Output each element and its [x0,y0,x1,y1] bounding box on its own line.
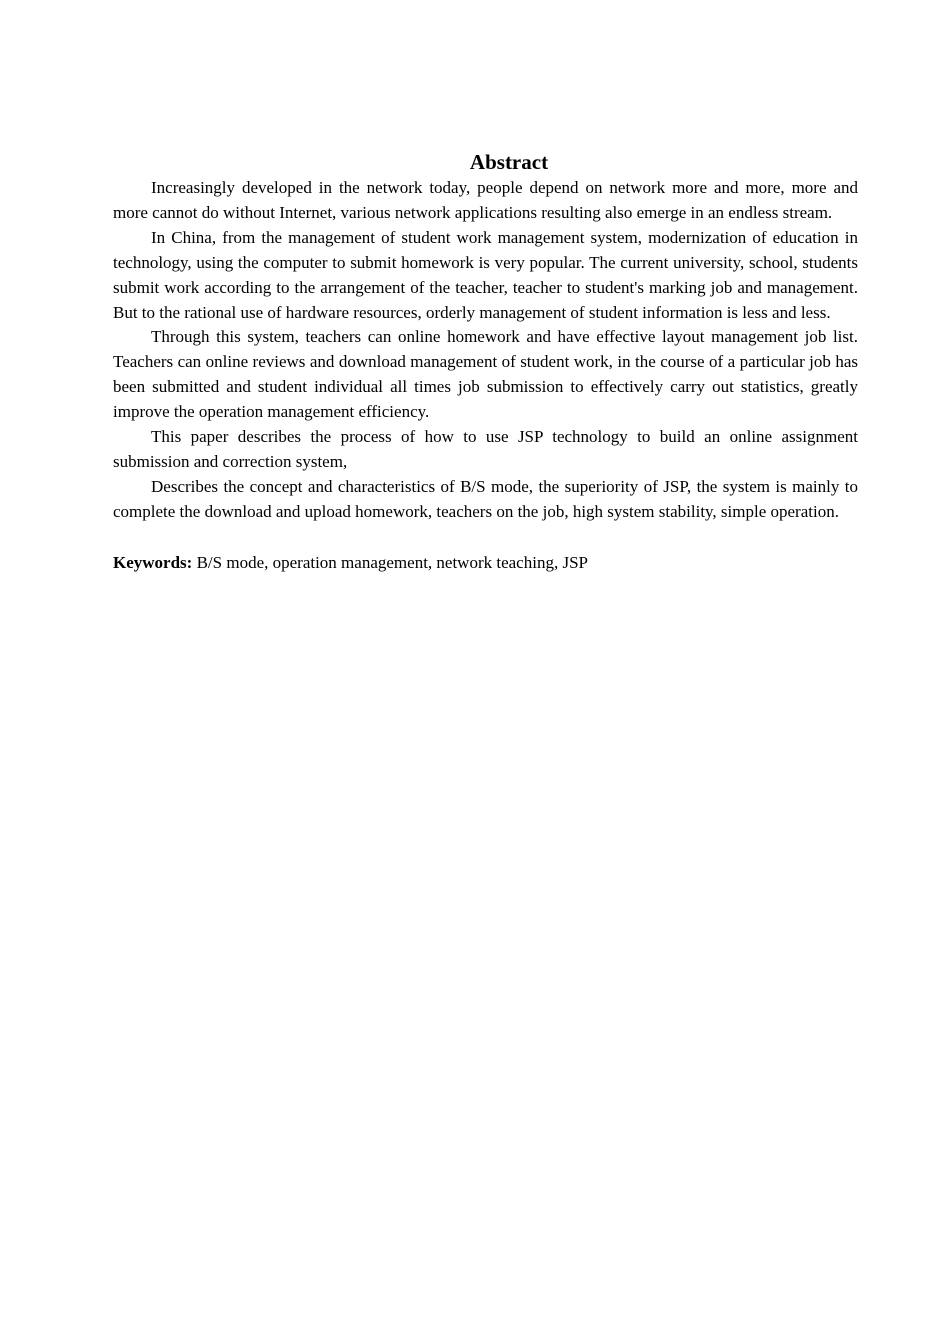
abstract-paragraph-1: Increasingly developed in the network today, people depend on network more and more, more and more cannot do without Internet, various network applications resulting also emerge in an endless stream. [113,178,858,222]
keywords-text: B/S mode, operation management, network teaching, JSP [192,552,588,572]
abstract-paragraph-3: Through this system, teachers can online homework and have effective layout management job list. Teachers can online reviews and download management of student work, in the course of a particular job has been submitted and student individual all times job submission to effectively carry out statistics, greatly improve the operation management efficiency. [113,327,858,422]
abstract-paragraph-5: Describes the concept and characteristics of B/S mode, the superiority of JSP, the system is mainly to complete the download and upload homework, teachers on the job, high system stability, simple operation. [113,476,858,521]
document-page [113,148,858,575]
keywords-line [113,550,858,575]
abstract-paragraph-4: This paper describes the process of how to use JSP technology to build an online assignment submission and correction system, [113,427,858,471]
abstract-title: Abstract [469,150,549,174]
abstract-paragraph-2: In China, from the management of student work management system, modernization of education in technology, using the computer to submit homework is very popular. The current university, school, students submit work according to the arrangement of the teacher, teacher to student's marking job and management. But to the rational use of hardware resources, orderly management of student information is less and less. [113,227,858,322]
keywords-label: Keywords: [113,552,193,572]
